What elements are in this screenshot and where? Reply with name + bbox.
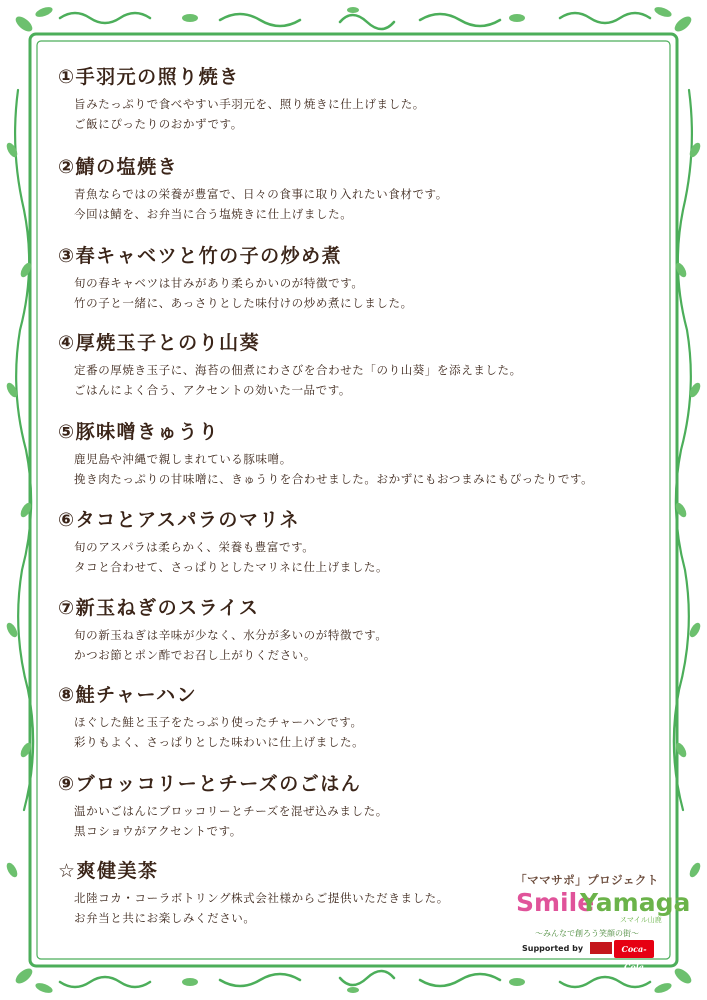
menu-item-title: ⑨ブロッコリーとチーズのごはん — [58, 773, 362, 795]
logo-smile: Smile — [516, 888, 595, 917]
description-line: 旬の春キャベツは甘みがあり柔らかいのが特徴です。 — [74, 276, 364, 290]
description-line: 黒コショウがアクセントです。 — [74, 824, 242, 838]
menu-item-title: ①手羽元の照り焼き — [58, 66, 240, 88]
menu-item-description — [74, 360, 658, 400]
coca-cola-logo: Coca-Cola — [614, 940, 654, 958]
menu-item-description — [74, 625, 658, 665]
menu-item — [58, 154, 658, 243]
description-line: 北陸コカ・コーラボトリング株式会社様からご提供いただきました。 — [74, 891, 449, 905]
description-line: 旨みたっぷりで食べやすい手羽元を、照り焼きに仕上げました。 — [74, 97, 425, 111]
menu-item-description — [74, 449, 658, 489]
description-line: 定番の厚焼き玉子に、海苔の佃煮にわさびを合わせた「のり山葵」を添えました。 — [74, 363, 522, 377]
description-line: お弁当と共にお楽しみください。 — [74, 911, 256, 925]
description-line: 旬の新玉ねぎは辛味が少なく、水分が多いのが特徴です。 — [74, 628, 388, 642]
menu-item — [58, 595, 658, 682]
description-line: ほぐした鮭と玉子をたっぷり使ったチャーハンです。 — [74, 715, 363, 729]
menu-item-title: ⑦新玉ねぎのスライス — [58, 597, 260, 619]
menu-item-description — [74, 94, 658, 134]
menu-item — [58, 507, 658, 595]
logo-yamaga: Yamaga — [580, 888, 691, 917]
description-line: 鹿児島や沖縄で親しまれている豚味噌。 — [74, 452, 292, 466]
description-line: 今回は鯖を、お弁当に合う塩焼きに仕上げました。 — [74, 207, 353, 221]
description-line: 温かいごはんにブロッコリーとチーズを混ぜ込みました。 — [74, 804, 388, 818]
menu-item-description — [74, 801, 658, 841]
menu-item-description — [74, 712, 658, 752]
bottler-logo — [590, 942, 612, 954]
menu-item-title: ④厚焼玉子とのり山葵 — [58, 332, 261, 354]
description-line: 青魚ならではの栄養が豊富で、日々の食事に取り入れたい食材です。 — [74, 187, 448, 201]
menu-item — [58, 682, 658, 771]
menu-item-title: ③春キャベツと竹の子の炒め煮 — [58, 245, 343, 267]
menu-item-title: ⑧鮭チャーハン — [58, 684, 198, 706]
supported-by-label: Supported by — [522, 944, 584, 953]
menu-item — [58, 243, 658, 330]
project-name: 「ママサポ」プロジェクト — [515, 873, 659, 887]
menu-item — [58, 64, 658, 154]
menu-item-title: ⑤豚味噌きゅうり — [58, 421, 220, 443]
menu-item-title: ☆爽健美茶 — [58, 860, 159, 882]
menu-list — [58, 64, 658, 928]
description-line: ご飯にぴったりのおかずです。 — [74, 117, 243, 131]
menu-item-title: ②鯖の塩焼き — [58, 156, 179, 178]
description-line: かつお節とポン酢でお召し上がりください。 — [74, 648, 316, 662]
description-line: タコと合わせて、さっぱりとしたマリネに仕上げました。 — [74, 560, 389, 574]
smile-yamaga-logo — [508, 888, 691, 924]
description-line: 旬のアスパラは柔らかく、栄養も豊富です。 — [74, 540, 315, 554]
description-line: 彩りもよく、さっぱりとした味わいに仕上げました。 — [74, 735, 365, 749]
menu-item-description — [74, 273, 658, 313]
menu-item-description — [74, 537, 658, 577]
menu-item — [58, 330, 658, 419]
menu-item-description — [74, 184, 658, 224]
description-line: 挽き肉たっぷりの甘味噌に、きゅうりを合わせました。おかずにもおつまみにもぴったりです。 — [74, 472, 594, 486]
description-line: ごはんによく合う、アクセントの効いた一品です。 — [74, 383, 352, 397]
description-line: 竹の子と一緒に、あっさりとした味付けの炒め煮にしました。 — [74, 296, 413, 310]
logo-small-text: スマイル山鹿 — [620, 916, 662, 924]
menu-item-title: ⑥タコとアスパラのマリネ — [58, 509, 300, 531]
project-badge — [508, 872, 691, 972]
menu-item — [58, 771, 658, 858]
tagline: ～みんなで創ろう笑顔の街～ — [535, 929, 639, 938]
menu-item — [58, 419, 658, 507]
